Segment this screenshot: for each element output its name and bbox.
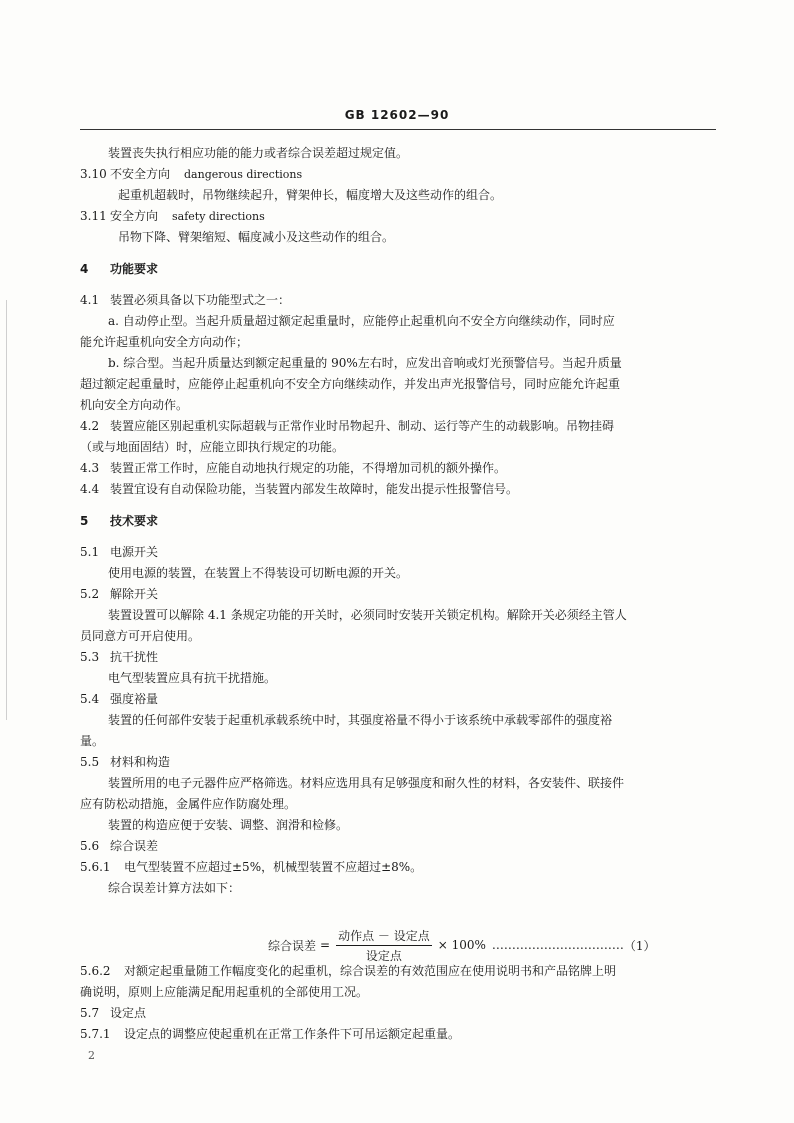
section-4-heading <box>80 261 720 277</box>
section-number: 5 <box>80 514 89 528</box>
clause-text: 装置应能区别起重机实际超载与正常作业时吊物起升、制动、运行等产生的动载影响。吊物挂碍 <box>110 419 615 433</box>
clause-number: 5.1 <box>80 545 100 559</box>
formula-times-100: × 100% <box>437 938 486 952</box>
formula-lhs: 综合误差 <box>268 938 317 953</box>
line-8: a. 自动停止型。当起升质量超过额定起重量时，应能停止起重机向不安全方向继续动作，同时应 <box>108 314 615 328</box>
term-cn: 安全方向 <box>110 209 159 223</box>
clause-4-1 <box>80 292 720 308</box>
formula-numerator: 动作点 － 设定点 <box>336 927 432 946</box>
clause-title: 电源开关 <box>110 545 159 559</box>
clause-4-4 <box>80 481 720 497</box>
term-cn: 不安全方向 <box>110 167 171 181</box>
header-rule <box>80 129 716 130</box>
page-number: 2 <box>88 1049 95 1062</box>
line-34: 综合误差计算方法如下： <box>108 881 241 895</box>
clause-5-7-1 <box>80 1026 720 1042</box>
clause-text: 对额定起重量随工作幅度变化的起重机，综合误差的有效范围应在使用说明书和产品铭牌上明 <box>124 964 617 978</box>
clause-number: 5.6 <box>80 839 100 853</box>
term-en: dangerous directions <box>184 168 303 181</box>
clause-number: 5.6.2 <box>80 964 111 978</box>
line-1: 装置丧失执行相应功能的能力或者综合误差超过规定值。 <box>108 146 409 160</box>
clause-number: 5.7 <box>80 1006 100 1020</box>
clause-5-7 <box>80 1005 720 1021</box>
line-14: （或与地面固结）时，应能立即执行规定的功能。 <box>80 440 345 454</box>
clause-number: 3.11 <box>80 209 107 223</box>
line-26: 装置的任何部件安装于起重机承载系统中时，其强度裕量不得小于该系统中承载零部件的强度裕 <box>108 713 613 727</box>
clause-number: 5.7.1 <box>80 1027 111 1041</box>
clause-text: 设定点的调整应使起重机在正常工作条件下可吊运额定起重量。 <box>124 1027 461 1041</box>
line-10: b. 综合型。当起升质量达到额定起重量的 90%左右时，应发出音响或灯光预警信号。当起升质量 <box>108 356 622 370</box>
term-en: safety directions <box>172 210 265 223</box>
clause-text: 电气型装置不应超过±5%，机械型装置不应超过±8%。 <box>124 860 423 874</box>
section-title: 技术要求 <box>110 514 159 528</box>
formula-leader-dots: …………………………… <box>491 938 624 952</box>
error-formula <box>268 927 656 963</box>
scan-edge-mark <box>6 300 7 720</box>
section-number: 4 <box>80 262 89 276</box>
line-31: 装置的构造应便于安装、调整、润滑和检修。 <box>108 818 349 832</box>
clause-text: 装置正常工作时，应能自动地执行规定的功能，不得增加司机的额外操作。 <box>110 461 507 475</box>
line-30: 应有防松动措施，金属件应作防腐处理。 <box>80 797 297 811</box>
clause-number: 4.2 <box>80 419 100 433</box>
line-9: 能允许起重机向安全方向动作； <box>80 335 249 349</box>
clause-number: 3.10 <box>80 167 107 181</box>
line-11: 超过额定起重量时，应能停止起重机向不安全方向继续动作，并发出声光报警信号，同时应能允许起重 <box>80 377 621 391</box>
line-27: 量。 <box>80 734 105 748</box>
section-title: 功能要求 <box>110 262 159 276</box>
formula-equals: = <box>320 938 331 952</box>
clause-title: 设定点 <box>110 1006 147 1020</box>
line-12: 机向安全方向动作。 <box>80 398 189 412</box>
line-24: 电气型装置应具有抗干扰措施。 <box>108 671 277 685</box>
formula-fraction <box>336 927 432 964</box>
clause-title: 解除开关 <box>110 587 159 601</box>
formula-equation-number: （1） <box>623 938 656 953</box>
clause-5-3 <box>80 649 720 665</box>
clause-number: 5.2 <box>80 587 100 601</box>
line-29: 装置所用的电子元器件应严格筛选。材料应选用具有足够强度和耐久性的材料，各安装件、联接件 <box>108 776 625 790</box>
clause-number: 4.1 <box>80 293 100 307</box>
clause-title: 材料和构造 <box>110 755 171 769</box>
clause-5-6 <box>80 838 720 854</box>
clause-number: 5.6.1 <box>80 860 111 874</box>
clause-3-10 <box>80 166 720 183</box>
clause-text: 装置必须具备以下功能型式之一： <box>110 293 291 307</box>
formula-denominator: 设定点 <box>365 948 402 963</box>
clause-number: 4.3 <box>80 461 100 475</box>
clause-text: 装置宜设有自动保险功能，当装置内部发生故障时，能发出提示性报警信号。 <box>110 482 519 496</box>
line-22: 员同意方可开启使用。 <box>80 629 201 643</box>
clause-4-2 <box>80 418 720 434</box>
standard-header: GB 12602—90 <box>344 108 450 122</box>
line-3: 起重机超载时，吊物继续起升，臂架伸长，幅度增大及这些动作的组合。 <box>118 188 503 202</box>
clause-5-5 <box>80 754 720 770</box>
clause-3-11 <box>80 208 720 225</box>
line-19: 使用电源的装置，在装置上不得装设可切断电源的开关。 <box>108 566 409 580</box>
clause-title: 抗干扰性 <box>110 650 159 664</box>
clause-5-1 <box>80 544 720 560</box>
clause-5-6-2 <box>80 963 720 979</box>
clause-title: 强度裕量 <box>110 692 159 706</box>
clause-number: 5.5 <box>80 755 100 769</box>
clause-number: 4.4 <box>80 482 100 496</box>
clause-5-2 <box>80 586 720 602</box>
clause-5-6-1 <box>80 859 720 875</box>
section-5-heading <box>80 513 720 529</box>
line-5: 吊物下降、臂架缩短、幅度减小及这些动作的组合。 <box>118 230 395 244</box>
clause-title: 综合误差 <box>110 839 159 853</box>
clause-5-4 <box>80 691 720 707</box>
line-21: 装置设置可以解除 4.1 条规定功能的开关时，必须同时安装开关锁定机构。解除开关必须经主管人 <box>108 608 627 622</box>
clause-4-3 <box>80 460 720 476</box>
clause-number: 5.3 <box>80 650 100 664</box>
clause-number: 5.4 <box>80 692 100 706</box>
line-36: 确说明，原则上应能满足配用起重机的全部使用工况。 <box>80 985 369 999</box>
